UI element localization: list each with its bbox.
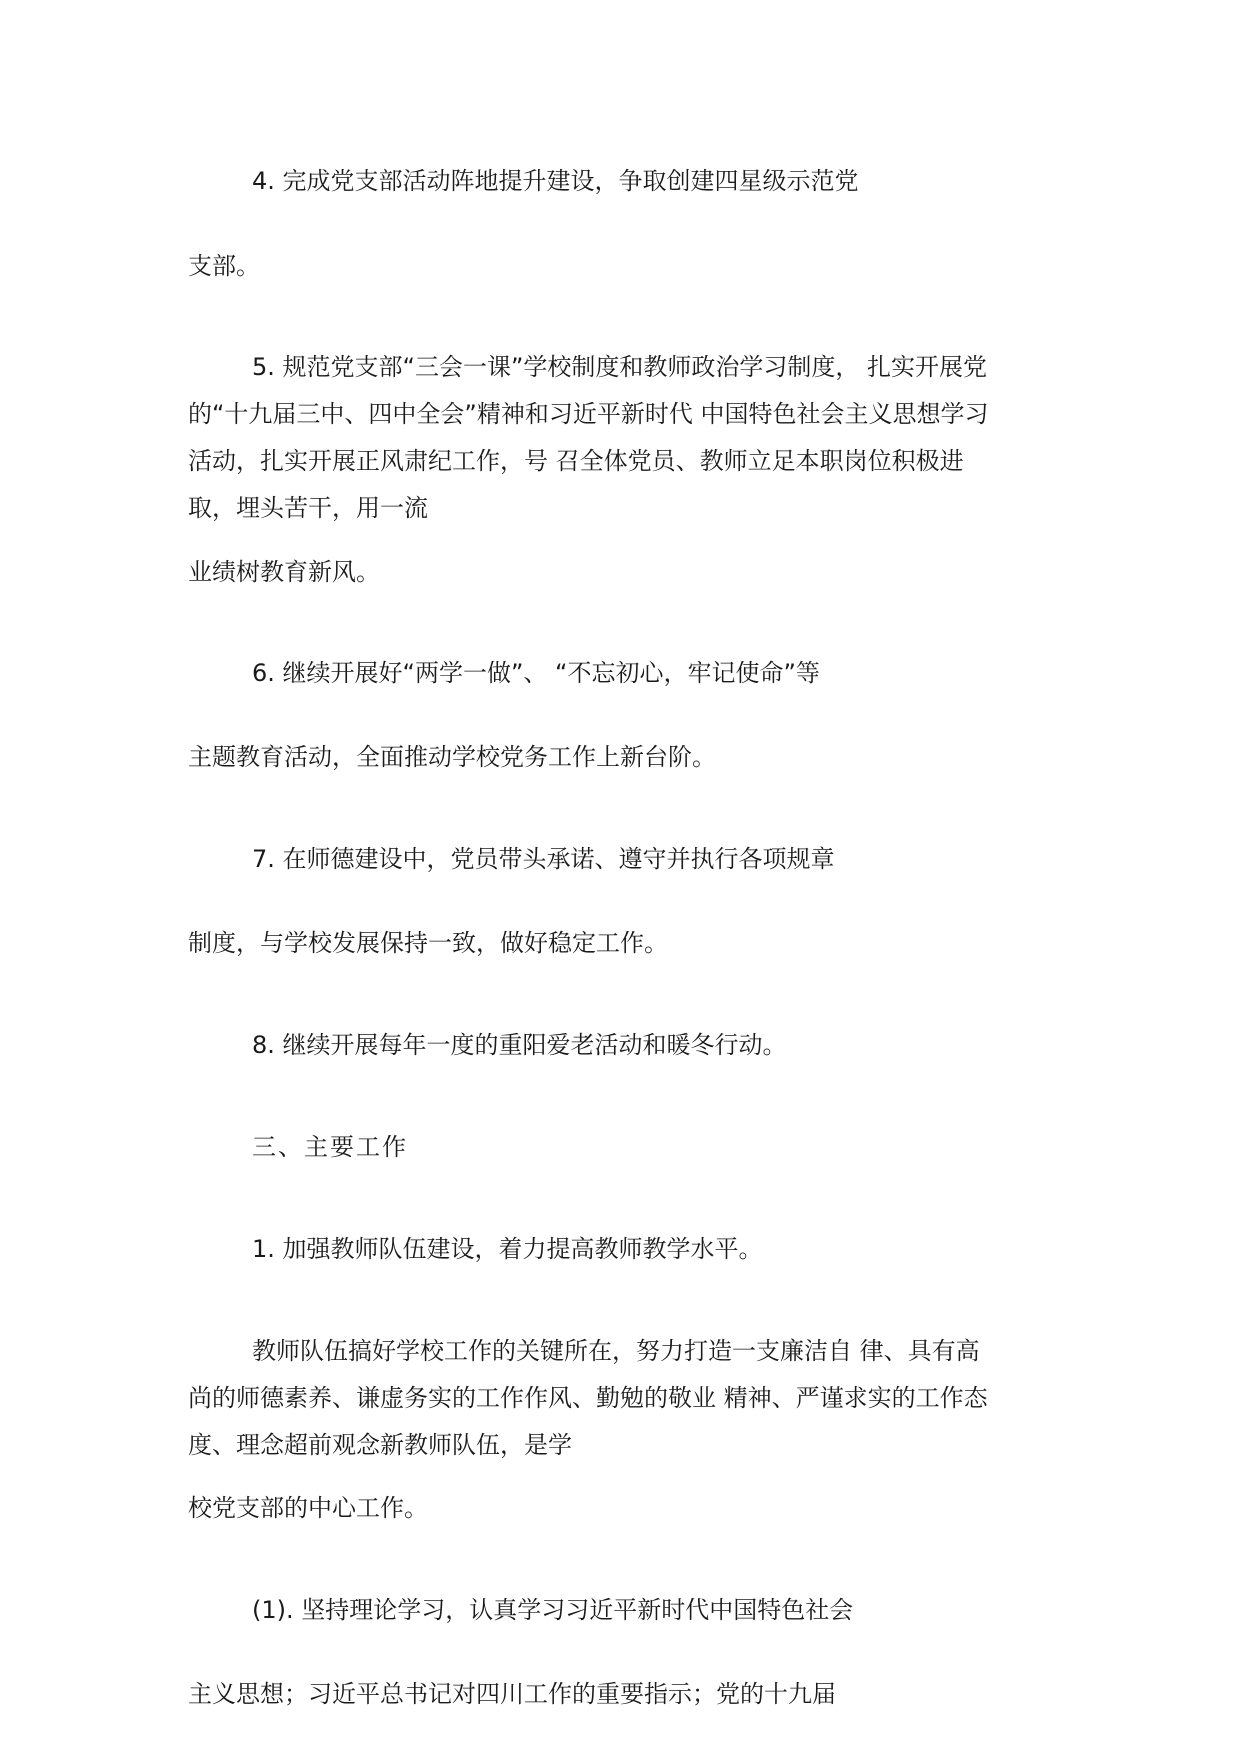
body-paragraph-line-4: 校党支部的中心工作。 — [188, 1494, 428, 1522]
section-heading: 三、主要工作 — [252, 1133, 408, 1161]
paragraph-7-line-2: 制度，与学校发展保持一致，做好稳定工作。 — [188, 929, 668, 957]
paragraph-5-line-5: 业绩树教育新风。 — [188, 558, 380, 586]
body-paragraph-line-2: 尚的师德素养、谦虚务实的工作作风、勤勉的敬业 精神、严谨求实的工作态 — [188, 1384, 988, 1412]
paragraph-4-line-2: 支部。 — [188, 252, 260, 280]
body-paragraph-line-1: 教师队伍搞好学校工作的关键所在，努力打造一支廉洁自 律、具有高 — [252, 1337, 980, 1365]
paragraph-5-line-3: 活动，扎实开展正风肃纪工作，号 召全体党员、教师立足本职岗位积极进 — [188, 447, 964, 475]
paragraph-6-line-2: 主题教育活动，全面推动学校党务工作上新台阶。 — [188, 743, 716, 771]
paragraph-6-line-1: 6. 继续开展好“两学一做”、 “不忘初心，牢记使命”等 — [252, 659, 820, 687]
item-1-line-1: 1. 加强教师队伍建设，着力提高教师教学水平。 — [252, 1235, 763, 1263]
paragraph-8-line-1: 8. 继续开展每年一度的重阳爱老活动和暖冬行动。 — [252, 1031, 787, 1059]
paragraph-5-line-4: 取，埋头苦干，用一流 — [188, 494, 428, 522]
paragraph-5-line-2: 的“十九届三中、四中全会”精神和习近平新时代 中国特色社会主义思想学习 — [188, 400, 989, 428]
paragraph-5-line-1: 5. 规范党支部“三会一课”学校制度和教师政治学习制度， 扎实开展党 — [252, 353, 988, 381]
body-paragraph-line-3: 度、理念超前观念新教师队伍，是学 — [188, 1431, 572, 1459]
sub-item-1-line-1: (1). 坚持理论学习，认真学习习近平新时代中国特色社会 — [252, 1596, 854, 1624]
paragraph-4-line-1: 4. 完成党支部活动阵地提升建设，争取创建四星级示范党 — [252, 167, 859, 195]
paragraph-7-line-1: 7. 在师德建设中，党员带头承诺、遵守并执行各项规章 — [252, 845, 835, 873]
sub-item-1-line-2: 主义思想；习近平总书记对四川工作的重要指示；党的十九届 — [188, 1680, 836, 1708]
